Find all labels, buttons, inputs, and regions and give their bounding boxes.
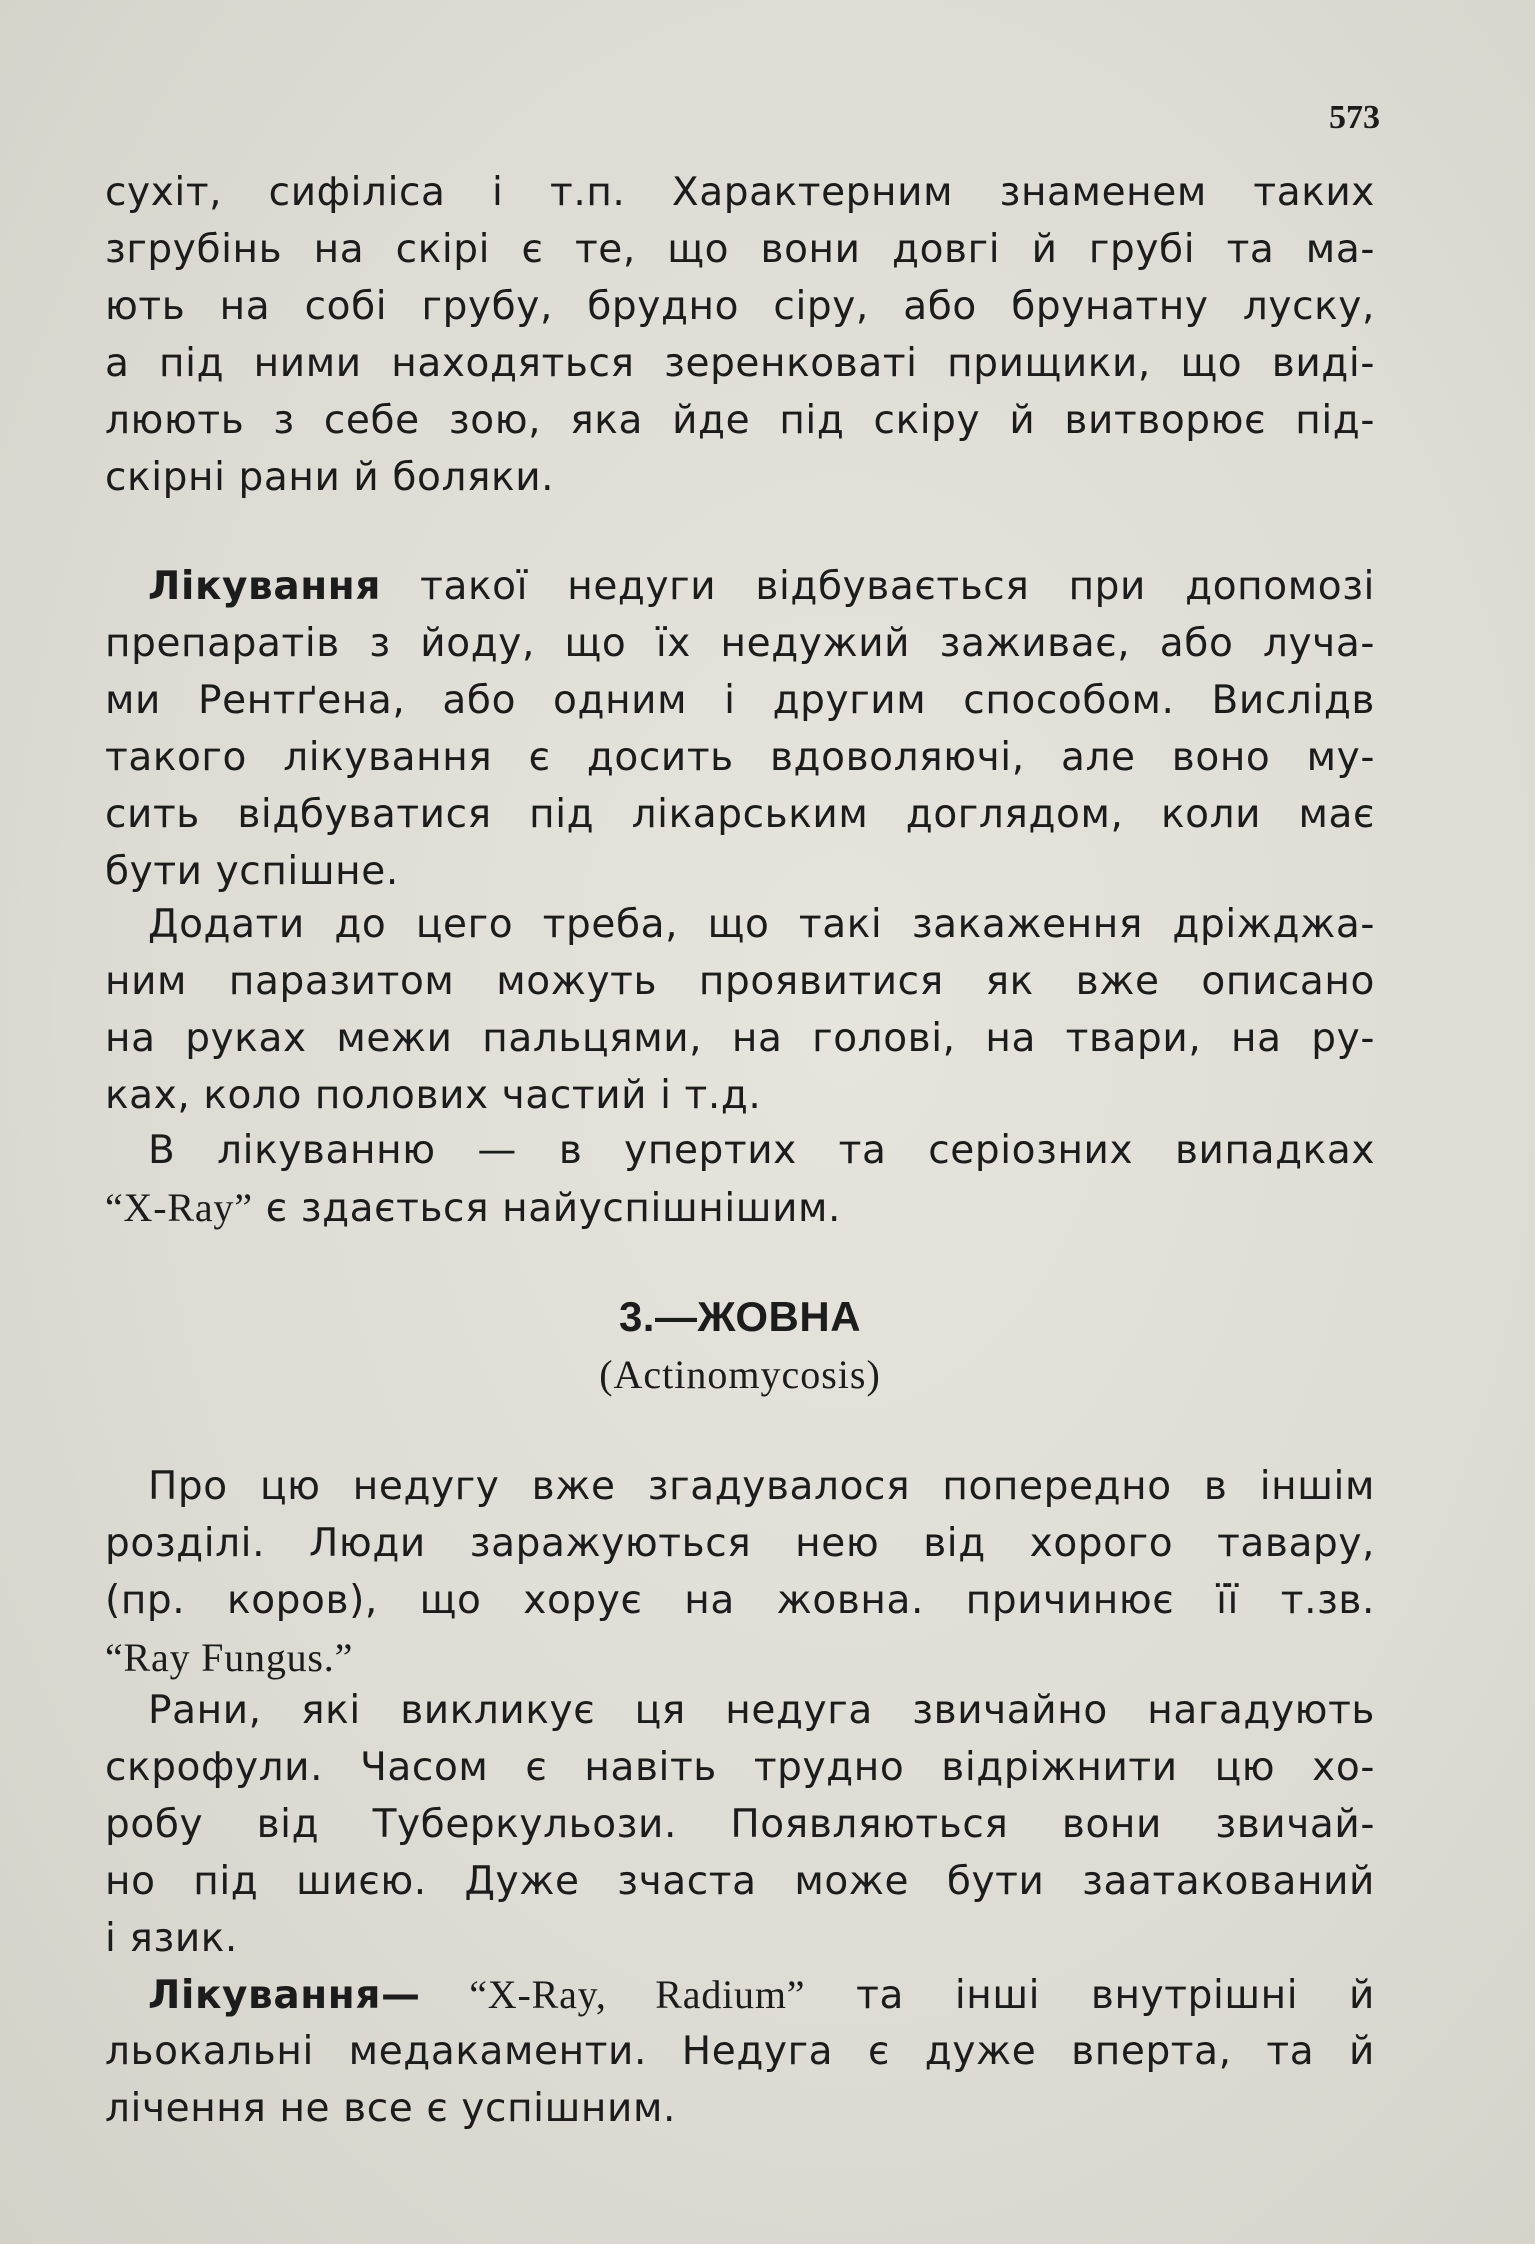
text-line: розділі. Люди заражуються нею від хорого тавару,	[105, 1521, 1375, 1566]
treatment-label: Лікування—	[148, 1973, 421, 2018]
paragraph-wounds	[105, 1682, 1375, 1967]
paragraph-symptoms	[105, 164, 1375, 506]
text-line: а під ними находяться зеренковаті прищики, що виді-	[105, 341, 1375, 386]
text-line: скірні рани й боляки.	[105, 455, 555, 500]
text-line: на руках межи пальцями, на голові, на твари, на ру-	[105, 1016, 1375, 1061]
text-line: но під шиєю. Дуже зчаста може бути заатакований	[105, 1859, 1375, 1904]
text-line: сухіт, сифіліса і т.п. Характерним знаменем таких	[105, 170, 1375, 215]
paragraph-actinomycosis-treatment	[105, 1966, 1375, 2137]
text-line: ють на собі грубу, брудно сіру, або брунатну луску,	[105, 284, 1375, 329]
text-line: лічення не все є успішним.	[105, 2086, 676, 2131]
text-line: В лікуванню — в упертих та серіозних випадках	[148, 1128, 1375, 1173]
paragraph-treatment	[105, 558, 1375, 900]
text-line	[105, 1966, 1375, 2023]
text-line: “Ray Fungus.”	[105, 1635, 354, 1680]
text-line: і язик.	[105, 1916, 238, 1961]
treatment-label: Лікування	[148, 564, 381, 609]
text-line: скрофули. Часом є навіть трудно відріжнити цю хо-	[105, 1745, 1375, 1790]
text-line: робу від Туберкульози. Появляються вони звичай-	[105, 1802, 1375, 1847]
text-fragment: та інші внутрішні й	[805, 1973, 1375, 2018]
text-fragment: є здається найуспішнішим.	[252, 1186, 842, 1231]
text-line: ми Рентґена, або одним і другим способом. Вислідв	[105, 678, 1375, 723]
text-line: ним паразитом можуть проявитися як вже описано	[105, 959, 1375, 1004]
text-line: Рани, які викликує ця недуга звичайно нагадують	[148, 1688, 1375, 1733]
page-number: 573	[1329, 99, 1380, 136]
text-line: Додати до цего треба, що такі закаження дріжджа-	[148, 902, 1375, 947]
paragraph-xray	[105, 1122, 1375, 1236]
xray-term: “X-Ray”	[105, 1185, 253, 1230]
text-line: сить відбуватися під лікарським доглядом, коли має	[105, 792, 1375, 837]
paragraph-actinomycosis-intro	[105, 1458, 1375, 1686]
text-line: такого лікування є досить вдоволяючі, але воно му-	[105, 735, 1375, 780]
section-title: 3.—ЖОВНА	[618, 1293, 862, 1340]
text-line: люють з себе зою, яка йде під скіру й витворює під-	[105, 398, 1375, 443]
text-line: препаратів з йоду, що їх недужий заживає, або луча-	[105, 621, 1375, 666]
text-fragment: такої недуги відбувається при допомозі	[380, 564, 1375, 609]
text-line: згрубінь на скірі є те, що вони довгі й грубі та ма-	[105, 227, 1375, 272]
text-line: льокальні медакаменти. Недуга є дуже вперта, та й	[105, 2029, 1375, 2074]
section-subtitle: (Actinomycosis)	[599, 1352, 881, 1397]
xray-radium-term: “X-Ray, Radium”	[420, 1972, 806, 2017]
paragraph-infection	[105, 896, 1375, 1124]
text-line: бути успішне.	[105, 849, 399, 894]
text-line: Про цю недугу вже згадувалося попередно в іншім	[148, 1464, 1375, 1509]
text-line	[105, 558, 1375, 615]
text-line: (пр. коров), що хорує на жовна. причинює її т.зв.	[105, 1578, 1375, 1623]
text-line: ках, коло полових частий і т.д.	[105, 1073, 762, 1118]
text-line	[105, 1179, 1375, 1236]
